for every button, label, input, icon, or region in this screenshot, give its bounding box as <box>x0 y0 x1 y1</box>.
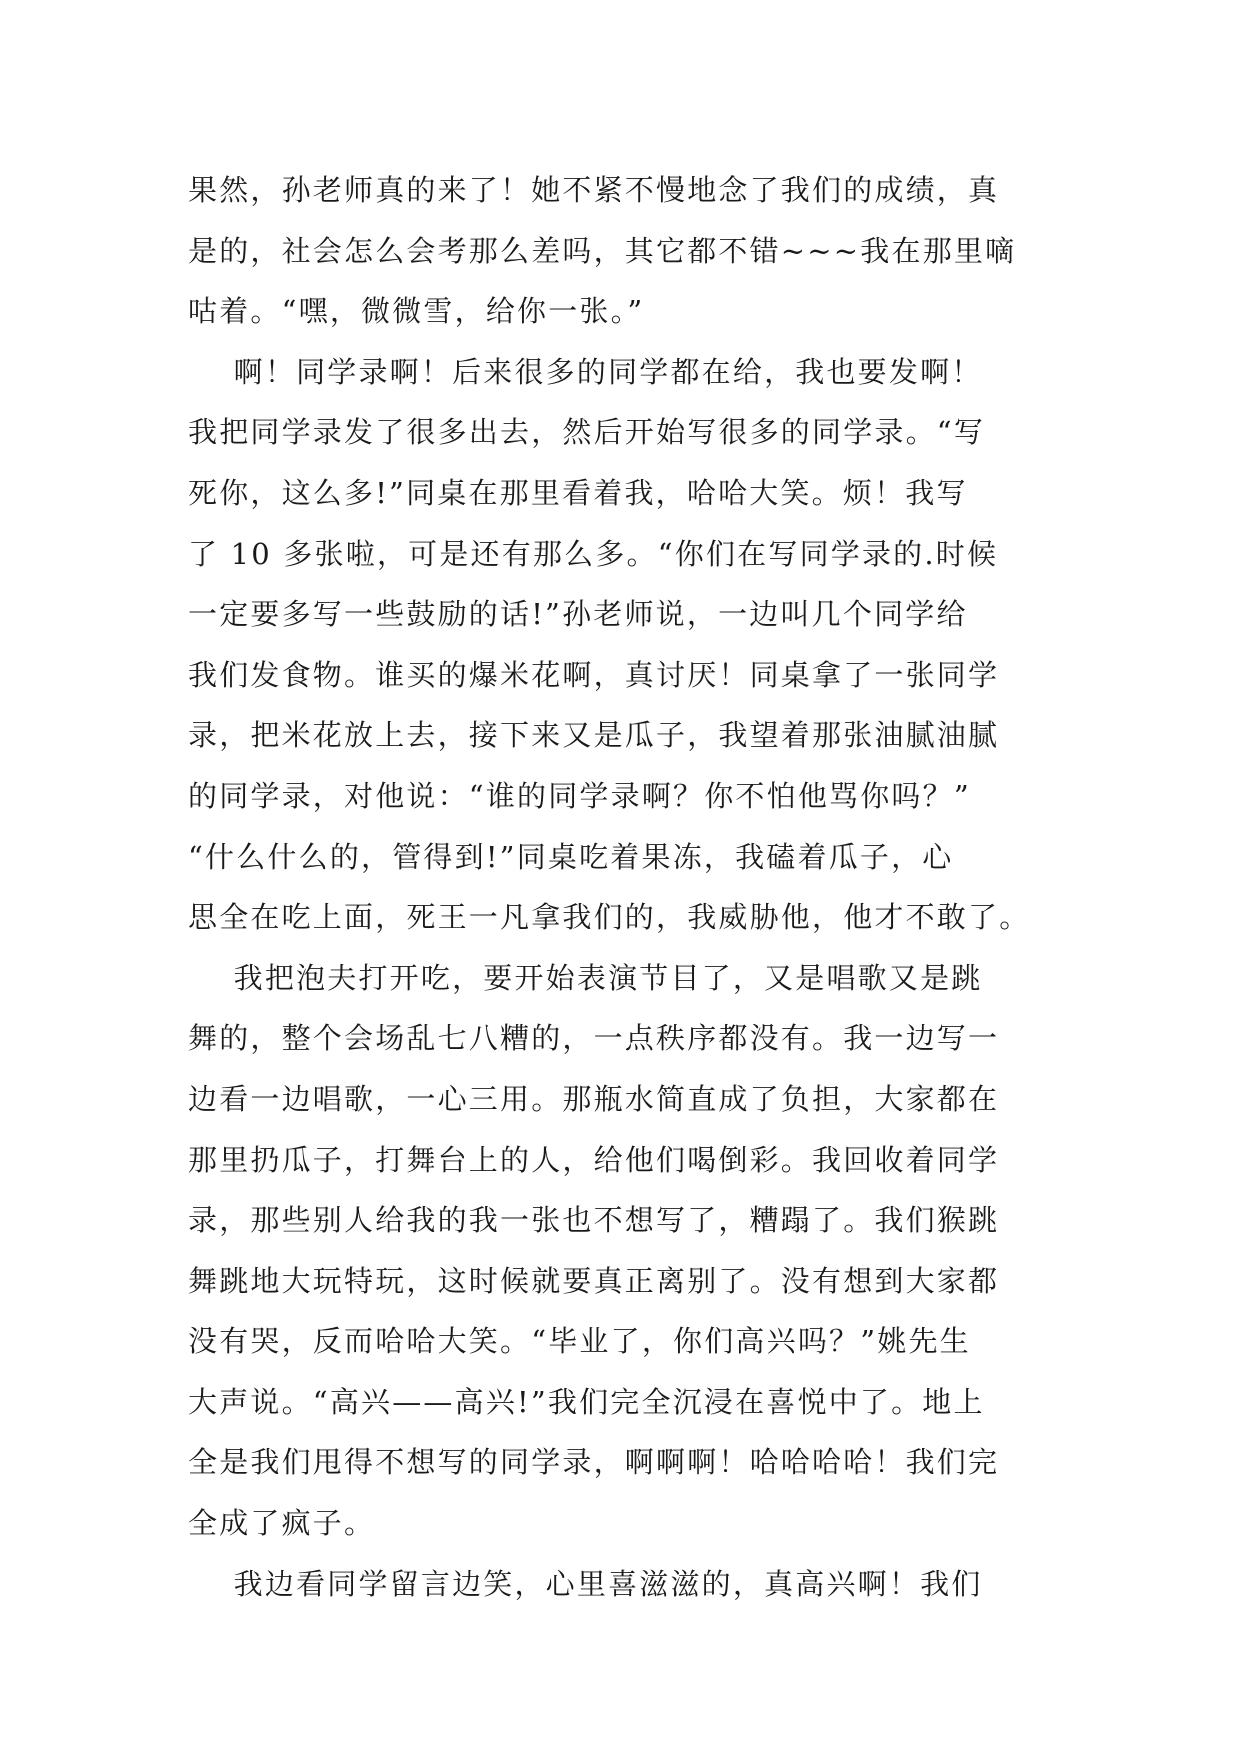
text-line: 舞的，整个会场乱七八糟的，一点秩序都没有。我一边写一 <box>188 1021 1000 1056</box>
text-line: 边看一边唱歌，一心三用。那瓶水简直成了负担，大家都在 <box>188 1081 1000 1116</box>
text-line: 了 10 多张啦，可是还有那么多。“你们在写同学录的.时候 <box>188 536 999 571</box>
text-line: 没有哭，反而哈哈大笑。“毕业了，你们高兴吗？”姚先生 <box>188 1324 971 1359</box>
text-line: 全成了疯子。 <box>188 1506 376 1541</box>
text-line: 那里扔瓜子，打舞台上的人，给他们喝倒彩。我回收着同学 <box>188 1142 1000 1177</box>
text-line: 思全在吃上面，死王一凡拿我们的，我威胁他，他才不敢了。 <box>188 900 1031 935</box>
text-line: 咕着。“嘿，微微雪，给你一张。” <box>188 294 645 329</box>
text-line: 啊！同学录啊！后来很多的同学都在给，我也要发啊！ <box>188 354 983 389</box>
text-line: 舞跳地大玩特玩，这时候就要真正离别了。没有想到大家都 <box>188 1263 1000 1298</box>
text-line: 果然，孙老师真的来了！她不紧不慢地念了我们的成绩，真 <box>188 173 1000 207</box>
body-text <box>188 160 1058 1614</box>
text-line: 是的，社会怎么会考那么差吗，其它都不错~~~我在那里嘀 <box>188 233 1017 268</box>
text-line: 我们发食物。谁买的爆米花啊，真讨厌！同桌拿了一张同学 <box>188 657 1000 692</box>
text-line: 大声说。“高兴——高兴!”我们完全沉浸在喜悦中了。地上 <box>188 1384 985 1419</box>
text-line: 录，把米花放上去，接下来又是瓜子，我望着那张油腻油腻 <box>188 718 1000 753</box>
text-line: 的同学录，对他说：“谁的同学录啊？你不怕他骂你吗？” <box>188 778 971 813</box>
text-line: 一定要多写一些鼓励的话!”孙老师说，一边叫几个同学给 <box>188 597 968 632</box>
text-line: 死你，这么多!”同桌在那里看着我，哈哈大笑。烦！我写 <box>188 475 968 510</box>
text-line: 全是我们甩得不想写的同学录，啊啊啊！哈哈哈哈！我们完 <box>188 1445 1000 1480</box>
text-line: 录，那些别人给我的我一张也不想写了，糟蹋了。我们猴跳 <box>188 1203 1000 1238</box>
text-line: 我边看同学留言边笑，心里喜滋滋的，真高兴啊！我们 <box>188 1566 983 1601</box>
text-line: 我把同学录发了很多出去，然后开始写很多的同学录。“写 <box>188 415 986 450</box>
text-line: 我把泡夫打开吃，要开始表演节目了，又是唱歌又是跳 <box>188 960 983 995</box>
text-line: “什么什么的，管得到!”同桌吃着果冻，我磕着瓜子，心 <box>188 839 954 874</box>
